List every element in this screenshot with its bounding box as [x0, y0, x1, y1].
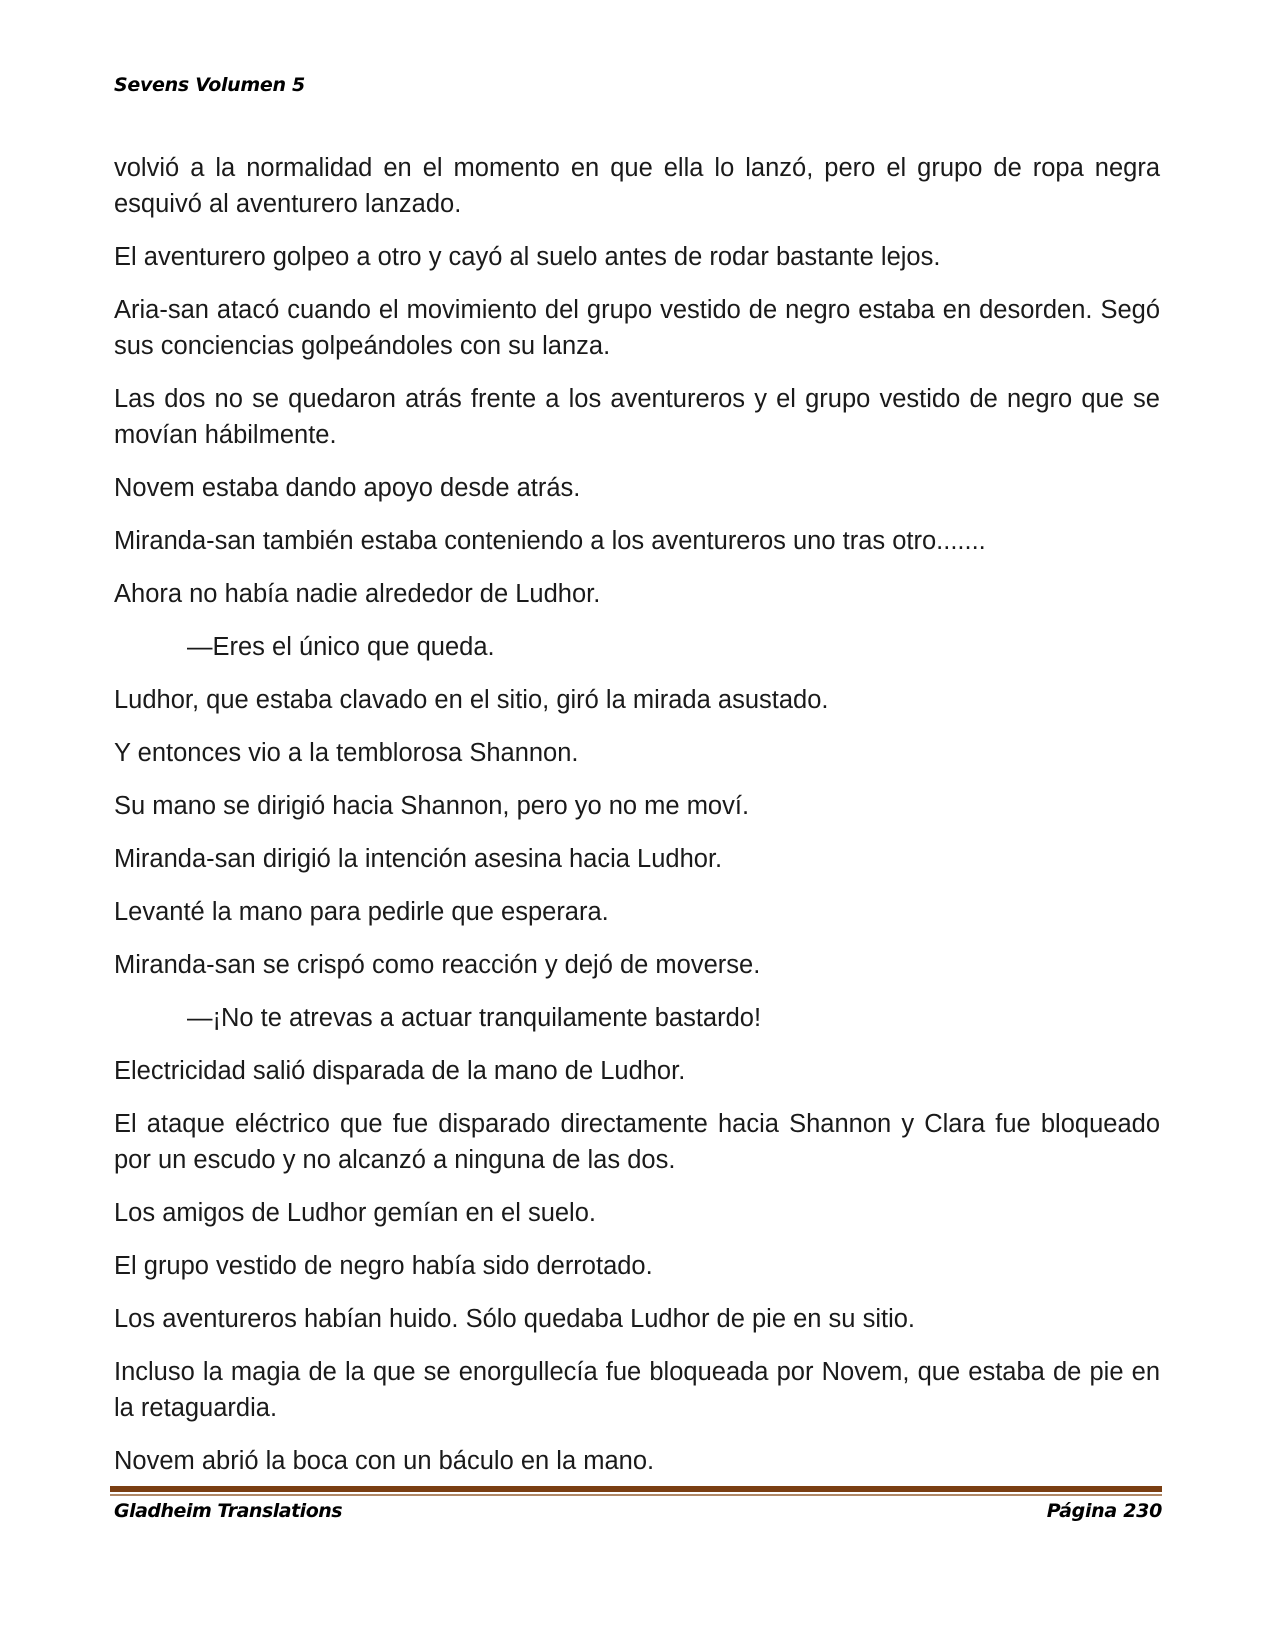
paragraph: Novem estaba dando apoyo desde atrás. [114, 474, 581, 502]
paragraph: Ludhor, que estaba clavado en el sitio, giró la mirada asustado. [114, 686, 829, 714]
dialogue-line: —¡No te atrevas a actuar tranquilamente bastardo! [187, 1004, 762, 1032]
paragraph: Los aventureros habían huido. Sólo quedaba Ludhor de pie en su sitio. [114, 1305, 916, 1333]
paragraph: Y entonces vio a la temblorosa Shannon. [114, 739, 579, 767]
divider-thin-line [110, 1494, 1162, 1496]
footer-translator-credit: Gladheim Translations [114, 1500, 343, 1522]
paragraph: Miranda-san se crispó como reacción y dejó de moverse. [114, 951, 761, 979]
paragraph: Incluso la magia de la que se enorgullecía fue bloqueada por Novem, que estaba de pie en la retaguardia. [114, 1358, 1160, 1422]
footer-divider [110, 1486, 1162, 1496]
paragraph: Las dos no se quedaron atrás frente a los aventureros y el grupo vestido de negro que se movían hábilmente. [114, 385, 1160, 449]
dialogue-line: —Eres el único que queda. [187, 633, 495, 661]
paragraph: Los amigos de Ludhor gemían en el suelo. [114, 1199, 596, 1227]
paragraph: Miranda-san dirigió la intención asesina hacia Ludhor. [114, 845, 723, 873]
paragraph: Electricidad salió disparada de la mano de Ludhor. [114, 1057, 686, 1085]
page-number: Página 230 [1046, 1500, 1162, 1522]
paragraph: Levanté la mano para pedirle que esperara. [114, 898, 609, 926]
paragraph: Ahora no había nadie alrededor de Ludhor. [114, 580, 601, 608]
paragraph: El grupo vestido de negro había sido derrotado. [114, 1252, 653, 1280]
paragraph: El aventurero golpeo a otro y cayó al suelo antes de rodar bastante lejos. [114, 243, 941, 271]
paragraph: El ataque eléctrico que fue disparado directamente hacia Shannon y Clara fue bloqueado por un escudo y no alcanzó a ninguna de las dos. [114, 1110, 1160, 1174]
body-text [114, 150, 1160, 1496]
paragraph: Aria-san atacó cuando el movimiento del grupo vestido de negro estaba en desorden. Segó sus conciencias golpeándoles con su lanza. [114, 296, 1160, 360]
running-header: Sevens Volumen 5 [114, 74, 305, 96]
paragraph: volvió a la normalidad en el momento en que ella lo lanzó, pero el grupo de ropa negra esquivó al aventurero lanzado. [114, 154, 1160, 218]
paragraph: Novem abrió la boca con un báculo en la mano. [114, 1447, 655, 1475]
paragraph: Su mano se dirigió hacia Shannon, pero yo no me moví. [114, 792, 750, 820]
paragraph: Miranda-san también estaba conteniendo a los aventureros uno tras otro....... [114, 527, 986, 555]
